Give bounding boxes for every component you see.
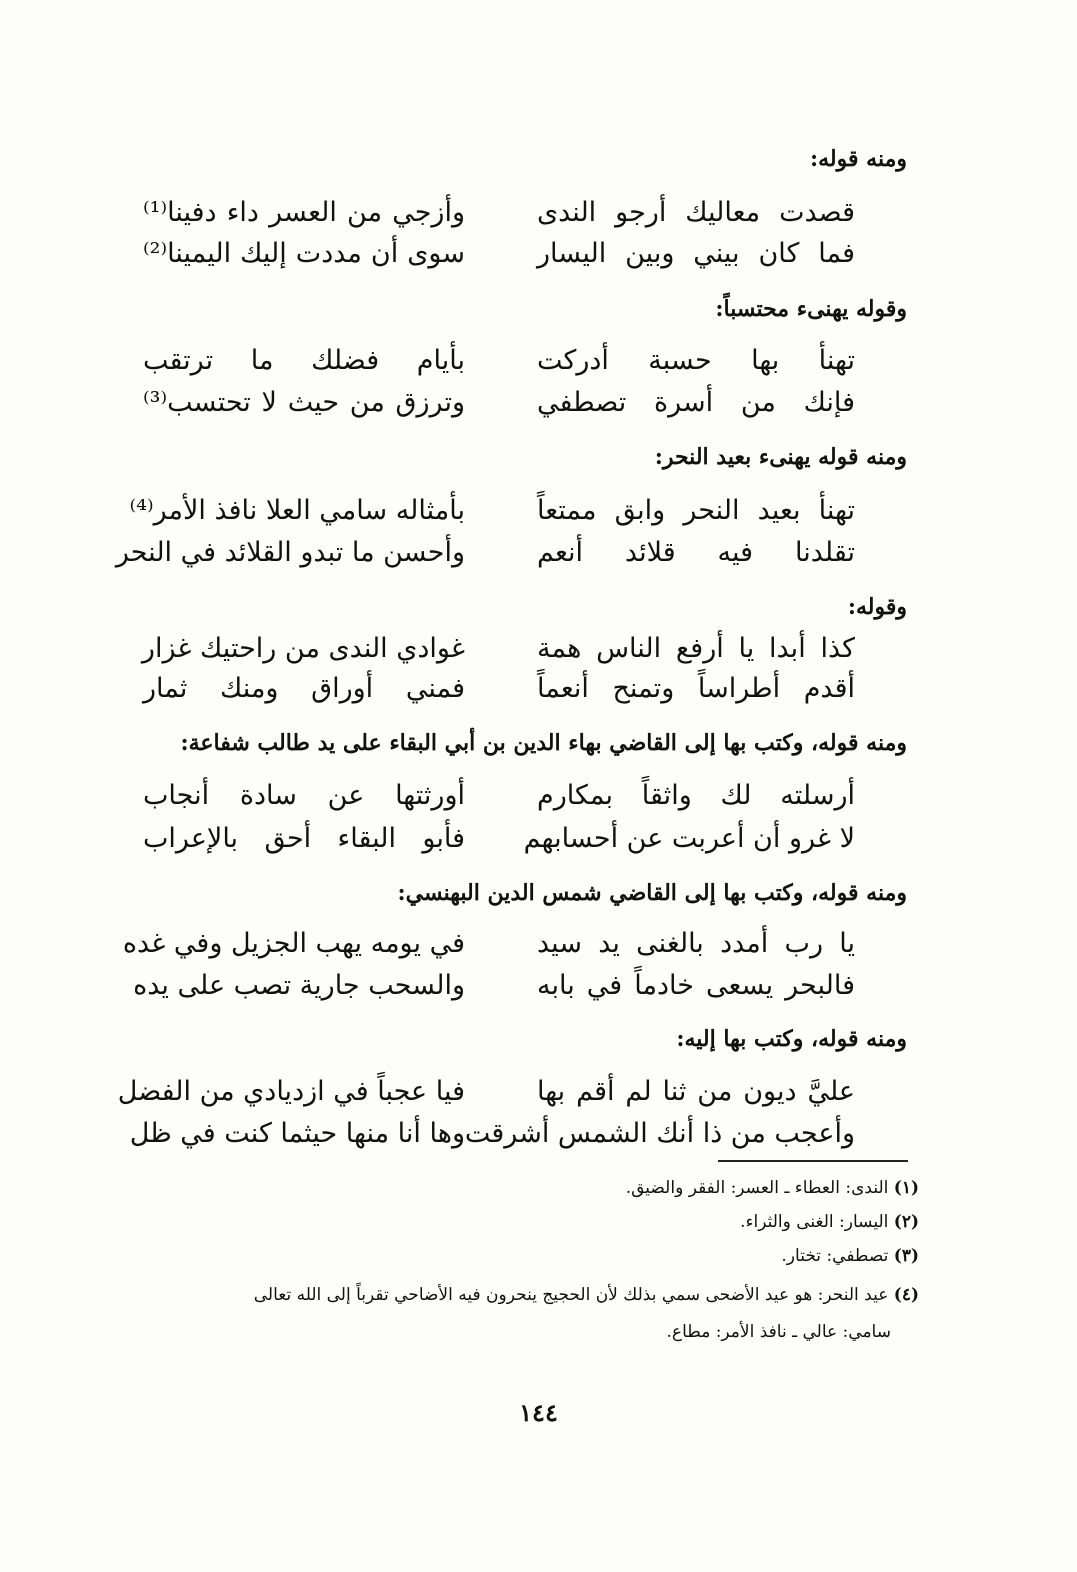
verse-second-hemistich: والسحب جارية تصب على يده <box>133 970 465 1001</box>
section-heading: ومنه قوله، وكتب بها إلى القاضي بهاء الدين بن أبي البقاء على يد طالب شفاعة: <box>180 730 907 756</box>
footnote-text: اليسار: الغنى والثراء. <box>740 1212 889 1232</box>
verse-second-hemistich: فأبو البقاء أحق بالإعراب <box>143 823 465 854</box>
verse-second-hemistich: وها أنا منها حيثما كنت في ظل <box>129 1118 465 1149</box>
footnote-text: عيد النحر: هو عيد الأضحى سمي بذلك لأن الحجيج ينحرون فيه الأضاحي تقرباً إلى الله تعالى <box>253 1285 889 1305</box>
footnote-text: الندى: العطاء ـ العسر: الفقر والضيق. <box>625 1178 889 1198</box>
verse-second-hemistich: في يومه يهب الجزيل وفي غده <box>122 928 465 959</box>
verse-first-hemistich: تهنأ بعيد النحر وابق ممتعاً <box>537 495 855 526</box>
section-heading: ومنه قوله: <box>809 146 907 172</box>
section-heading: ومنه قوله، وكتب بها إلى القاضي شمس الدين البهنسي: <box>397 880 907 906</box>
footnote-text: سامي: عالي ـ نافذ الأمر: مطاع. <box>666 1322 891 1342</box>
verse-second-hemistich: بأيام فضلك ما ترتقب <box>143 345 465 376</box>
footnote-text: تصطفي: تختار. <box>781 1246 889 1266</box>
verse-second-hemistich: وترزق من حيث لا تحتسب⁽³⁾ <box>143 387 465 418</box>
verse-first-hemistich: أرسلته لك واثقاً بمكارم <box>537 780 855 811</box>
verse-first-hemistich: تقلدنا فيه قلائد أنعم <box>537 537 855 568</box>
footnote-number: (٢) <box>893 1212 919 1232</box>
verse-first-hemistich: فإنك من أسرة تصطفي <box>537 387 855 418</box>
footnote-continuation <box>667 1322 891 1342</box>
verse-first-hemistich: يا رب أمدد بالغنى يد سيد <box>537 928 855 959</box>
verse-second-hemistich: غوادي الندى من راحتيك غزار <box>141 633 465 664</box>
verse-first-hemistich: فالبحر يسعى خادماً في بابه <box>537 970 855 1001</box>
section-heading: وقوله: <box>847 594 907 620</box>
section-heading: وقوله يهنىء محتسباً: <box>715 296 907 322</box>
verse-first-hemistich: قصدت معاليك أرجو الندى <box>537 197 855 228</box>
section-heading: ومنه قوله، وكتب بها إليه: <box>676 1026 907 1052</box>
footnote <box>254 1285 919 1305</box>
footnote <box>740 1212 919 1232</box>
footnote <box>626 1178 919 1198</box>
verse-first-hemistich: كذا أبدا يا أرفع الناس همة <box>537 633 855 664</box>
verse-first-hemistich: وأعجب من ذا أنك الشمس أشرقت <box>464 1118 855 1149</box>
verse-second-hemistich: وأحسن ما تبدو القلائد في النحر <box>115 537 465 568</box>
verse-second-hemistich: فيا عجباً في ازديادي من الفضل <box>117 1076 465 1107</box>
verse-first-hemistich: لا غرو أن أعربت عن أحسابهم <box>523 823 855 854</box>
footnote-number: (٣) <box>893 1246 919 1266</box>
verse-first-hemistich: عليَّ ديون من ثنا لم أقم بها <box>537 1076 855 1107</box>
verse-second-hemistich: فمني أوراق ومنك ثمار <box>143 673 465 704</box>
verse-second-hemistich: أورثتها عن سادة أنجاب <box>143 780 465 811</box>
verse-second-hemistich: بأمثاله سامي العلا نافذ الأمر⁽⁴⁾ <box>129 495 465 526</box>
footnote <box>781 1246 919 1266</box>
verse-first-hemistich: تهنأ بها حسبة أدركت <box>537 345 855 376</box>
footnote-separator <box>718 1160 908 1162</box>
footnote-number: (١) <box>893 1178 919 1198</box>
verse-first-hemistich: فما كان بيني وبين اليسار <box>537 238 855 269</box>
verse-second-hemistich: سوى أن مددت إليك اليمينا⁽²⁾ <box>143 238 465 269</box>
verse-first-hemistich: أقدم أطراساً وتمنح أنعماً <box>537 673 855 704</box>
page-number: ١٤٤ <box>519 1398 558 1427</box>
footnote-number: (٤) <box>893 1285 919 1305</box>
section-heading: ومنه قوله يهنىء بعيد النحر: <box>654 444 907 470</box>
verse-second-hemistich: وأزجي من العسر داء دفينا⁽¹⁾ <box>143 197 465 228</box>
